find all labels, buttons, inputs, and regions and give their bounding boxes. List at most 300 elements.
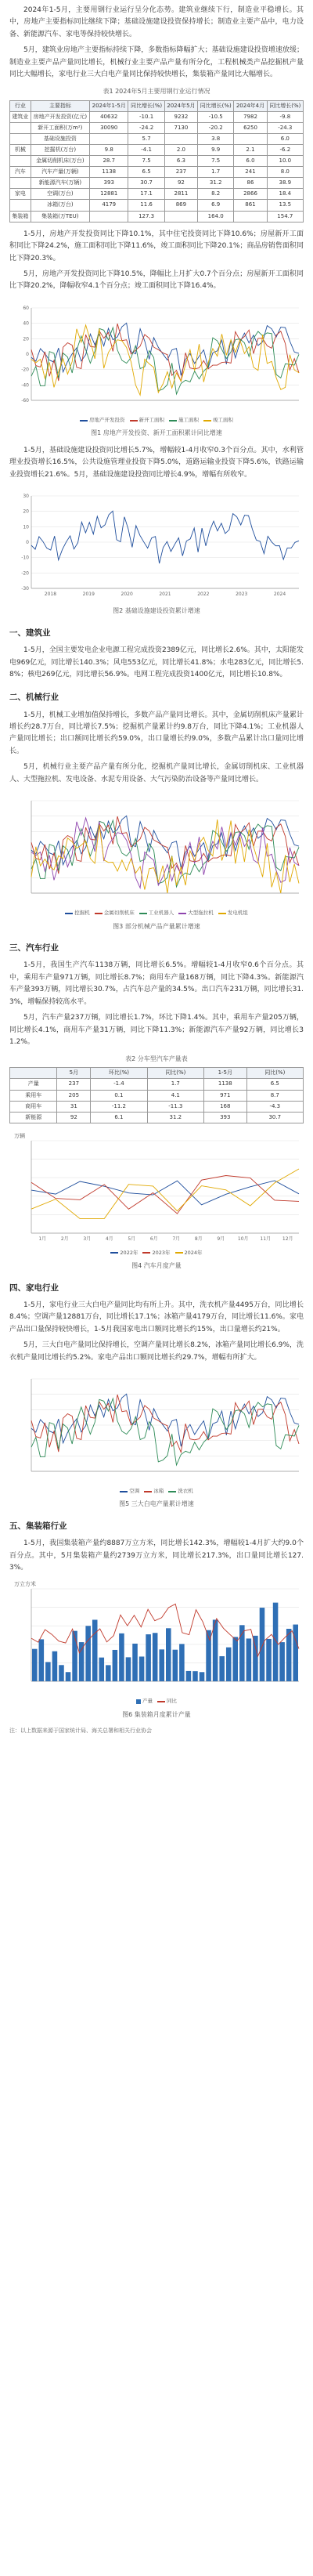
table-cell: 9232	[164, 111, 197, 122]
y-tick-label: 10	[23, 524, 29, 530]
auto-table	[9, 1067, 304, 1123]
realestate-paragraph-2: 5月，房地产开发投资同比下降10.5%，降幅比上月扩大0.7个百分点；房屋新开工面积同比下降20.2%，降幅收窄4.1个百分点；竣工面积同比下降16.4%。	[9, 270, 304, 291]
x-tick-label: 1月	[38, 1236, 47, 1242]
bar	[72, 1631, 77, 1681]
x-tick-label: 12月	[282, 1236, 293, 1242]
table-cell: 新开工面积(万m²)	[31, 122, 89, 133]
series-line	[31, 1181, 299, 1205]
legend-label: 房地产开发投资	[89, 416, 125, 423]
figure5-svg	[9, 1368, 304, 1485]
table-cell: 2866	[234, 189, 267, 200]
intro-paragraph-2: 5月，建筑业房地产主要指标持续下降，多数指标降幅扩大；基础设施建设投资增速放缓；制造业主要产品产量同比增长，机械行业主要产品产量有所分化，工程机械类产品挖掘机产量同比大幅增长，家电行业三大白电产量同比保持较快增长，集装箱产量同比大幅增长。	[9, 46, 304, 79]
appliance-paragraph-1: 1-5月，家电行业三大白电产量同比均有所上升。其中，洗衣机产量4495万台，同比增长8.4%；空调产量12881万台，同比增长17.1%；冰箱产量4179万台，同比增长11.6%。家电产品出口量保持较快增长，1-5月我国家电出口额同比增长约15%，出口量增长约21%。	[9, 1301, 304, 1333]
table-cell: 6.1	[91, 1112, 147, 1123]
legend-label: 金属切削机床	[103, 910, 135, 917]
legend-label: 2024年	[184, 1249, 203, 1256]
table-cell: -1.4	[91, 1079, 147, 1090]
table-cell: 7982	[234, 111, 267, 122]
bar	[153, 1634, 158, 1682]
table-cell: 2.0	[164, 144, 197, 155]
table-cell: 92	[57, 1112, 91, 1123]
table-cell: 0.1	[91, 1090, 147, 1101]
table-row	[10, 1090, 304, 1101]
x-tick-label: 7月	[172, 1236, 181, 1242]
table-cell	[10, 200, 31, 211]
table-cell	[10, 122, 31, 133]
table-cell: 挖掘机(万台)	[31, 144, 89, 155]
table-cell: 7.5	[198, 156, 234, 167]
table-header-cell: 行业	[10, 100, 31, 111]
y-tick-label: -10	[21, 555, 29, 561]
table-cell: -24.3	[267, 122, 303, 133]
table-cell: 冰箱(万台)	[31, 200, 89, 211]
bar	[146, 1635, 151, 1682]
figure1-svg	[9, 297, 304, 414]
series-line	[31, 1394, 299, 1446]
legend-item	[130, 416, 165, 425]
table-cell: 基础设施投资	[31, 133, 89, 144]
table-cell: 2811	[164, 189, 197, 200]
table-cell: 237	[164, 167, 197, 178]
table-cell: 集装箱	[10, 211, 31, 222]
bar	[293, 1625, 298, 1681]
table-cell: 86	[234, 178, 267, 189]
table-cell: 10.0	[267, 156, 303, 167]
bar	[126, 1658, 131, 1682]
x-tick-label: 6月	[149, 1236, 158, 1242]
table-row	[10, 133, 304, 144]
container-heading: 五、集装箱行业	[9, 1521, 67, 1532]
figure5-chart	[9, 1368, 304, 1496]
figure2-svg	[9, 485, 304, 602]
bar	[200, 1673, 205, 1682]
table-cell: 金属切削机床(万台)	[31, 156, 89, 167]
table-cell: 164.0	[198, 211, 234, 222]
bar	[85, 1626, 91, 1682]
legend-swatch	[136, 1699, 141, 1704]
x-tick-label: 8月	[194, 1236, 203, 1242]
footnote: 注：以上数据来源于国家统计局、海关总署和相关行业协会	[9, 1728, 152, 1735]
table1-title: 表1 2024年5月主要用钢行业运行情况	[103, 87, 210, 95]
table-cell: -24.2	[128, 122, 164, 133]
table-cell: 商用车	[10, 1101, 57, 1112]
y-tick-label: -20	[21, 367, 29, 373]
legend-item	[144, 1487, 164, 1496]
bar	[139, 1657, 145, 1682]
bar	[99, 1658, 105, 1681]
table-header-cell: 同比增长(%)	[198, 100, 234, 111]
x-tick-label: 4月	[105, 1236, 113, 1242]
legend-item	[142, 1249, 170, 1257]
legend-swatch	[142, 1252, 150, 1254]
table-cell: 92	[164, 178, 197, 189]
table-cell: 4179	[90, 200, 128, 211]
bar	[179, 1644, 185, 1682]
table-cell: 241	[234, 167, 267, 178]
table-header-cell: 5月	[57, 1068, 91, 1079]
table-cell: 乘用车	[10, 1090, 57, 1101]
table-cell: 6.9	[198, 200, 234, 211]
table-cell: -11.3	[147, 1101, 203, 1112]
table-cell: 13.5	[267, 200, 303, 211]
legend-swatch	[218, 913, 226, 914]
legend-swatch	[157, 1701, 165, 1702]
construction-paragraph: 1-5月，全国主要发电企业电源工程完成投资2389亿元，同比增长2.6%。其中，太阳能发电969亿元，同比增长140.3%；风电553亿元，同比增长41.8%；水电283亿元，同比增长5.8%；核电269亿元，同比增长56.9%。电网工程完成投资1400亿元，同比增长10.8%。	[9, 646, 304, 678]
table-row	[10, 211, 304, 222]
table-cell	[90, 211, 128, 222]
legend-swatch	[178, 913, 186, 914]
figure3-svg	[9, 790, 304, 907]
bar	[192, 1672, 198, 1682]
table-body	[10, 111, 304, 222]
table-cell: 861	[234, 200, 267, 211]
table-row	[10, 111, 304, 122]
figure3-caption: 图3 部分机械产品产量累计增速	[113, 922, 200, 930]
table-row	[10, 156, 304, 167]
x-tick-label: 2024	[273, 592, 286, 598]
bar	[286, 1629, 292, 1681]
legend-label: 大型拖拉机	[188, 910, 214, 917]
table-row	[10, 178, 304, 189]
legend-swatch	[130, 420, 138, 421]
bar	[59, 1666, 64, 1682]
y-tick-label: -60	[21, 397, 29, 403]
legend-item	[80, 416, 125, 425]
legend-item	[218, 909, 248, 917]
table-row	[10, 189, 304, 200]
container-paragraph: 1-5月，我国集装箱产量约8887万立方米，同比增长142.3%，增幅较1-4月扩大约9.0个百分点。其中，5月集装箱产量约2739万立方米，同比增长217.3%，出口量同比增长127.3%。	[9, 1539, 304, 1572]
legend-swatch	[144, 1491, 152, 1492]
table-cell: 30.7	[128, 178, 164, 189]
x-tick-label: 2023	[236, 592, 248, 598]
bar	[106, 1666, 111, 1682]
table-cell: 237	[57, 1079, 91, 1090]
legend-label: 竣工面积	[213, 416, 233, 423]
legend-item	[203, 416, 233, 425]
table-cell: 7130	[164, 122, 197, 133]
legend-label: 发电机组	[227, 910, 248, 917]
bar	[132, 1644, 138, 1681]
table-cell	[164, 133, 197, 144]
series-line	[31, 1398, 299, 1465]
table-header-cell: 1-5月	[204, 1068, 247, 1079]
table-cell: 6.5	[246, 1079, 303, 1090]
legend-label: 施工面积	[178, 416, 199, 423]
figure4-caption: 图4 汽车月度产量	[131, 1261, 182, 1269]
figure1-caption: 图1 房地产开发投资、新开工面积累计同比增速	[91, 429, 222, 437]
table-header-row	[10, 1068, 304, 1079]
bar	[266, 1639, 272, 1681]
figure6-unit: 万立方米	[14, 1581, 36, 1588]
table-cell: 40632	[90, 111, 128, 122]
figure6-svg	[9, 1578, 304, 1695]
table-row	[10, 1112, 304, 1123]
bar	[66, 1673, 71, 1682]
legend-item	[120, 1487, 139, 1496]
table-cell: 154.7	[267, 211, 303, 222]
y-tick-label: -20	[21, 570, 29, 577]
legend-label: 2022年	[120, 1249, 139, 1256]
table-cell: 机械	[10, 144, 31, 155]
table-cell: 17.1	[128, 189, 164, 200]
table-cell: 1.7	[198, 167, 234, 178]
table-cell: 9.8	[90, 144, 128, 155]
figure2-caption: 图2 基础设施建设投资累计增速	[113, 607, 200, 615]
legend-label: 挖掘机	[74, 910, 90, 917]
legend-item	[175, 1249, 203, 1257]
bar	[113, 1650, 118, 1681]
indicator-table	[9, 100, 304, 223]
table-cell: 8.7	[246, 1090, 303, 1101]
table-cell: 869	[164, 200, 197, 211]
table-cell: 9.9	[198, 144, 234, 155]
y-tick-label: -30	[21, 586, 29, 592]
bar	[186, 1671, 192, 1681]
table-row	[10, 167, 304, 178]
figure5-legend	[9, 1487, 304, 1496]
bar	[219, 1656, 225, 1681]
table-cell: 393	[204, 1112, 247, 1123]
series-line	[31, 820, 299, 887]
y-tick-label: -40	[21, 382, 29, 389]
table-header-cell: 环比(%)	[91, 1068, 147, 1079]
table-cell: 127.3	[128, 211, 164, 222]
legend-item	[136, 1697, 153, 1706]
bar	[226, 1648, 232, 1681]
table-cell: 38.9	[267, 178, 303, 189]
bar	[273, 1603, 279, 1681]
table-cell: 5.7	[128, 133, 164, 144]
legend-item	[178, 909, 214, 917]
figure4-chart	[9, 1130, 304, 1257]
figure2-chart	[9, 485, 304, 602]
legend-swatch	[95, 913, 103, 914]
x-tick-label: 2021	[159, 592, 171, 598]
table-row	[10, 144, 304, 155]
table-cell	[10, 156, 31, 167]
figure4-unit: 万辆	[14, 1132, 25, 1139]
appliance-heading: 四、家电行业	[9, 1283, 59, 1293]
table-cell: 6.3	[164, 156, 197, 167]
table-cell: -10.1	[128, 111, 164, 122]
table-cell	[234, 133, 267, 144]
table-cell: 1.7	[147, 1079, 203, 1090]
legend-swatch	[203, 420, 211, 421]
bar	[92, 1620, 98, 1682]
machinery-paragraph-2: 5月，机械行业主要产品产量有所分化，挖掘机产量同比增长，金属切削机床、工业机器人、大型拖拉机、发电设备、水泥专用设备、大气污染防治设备等产量同比增长。	[9, 763, 304, 783]
bar	[39, 1640, 45, 1682]
table-cell: 28.7	[90, 156, 128, 167]
x-tick-label: 5月	[128, 1236, 136, 1242]
table-cell: 空调(万台)	[31, 189, 89, 200]
figure3-legend	[9, 909, 304, 917]
y-tick-label: 20	[23, 336, 29, 342]
bar	[173, 1650, 178, 1681]
table-header-cell: 2024年5月	[164, 100, 197, 111]
table-cell: 建筑业	[10, 111, 31, 122]
table-cell: 31	[57, 1101, 91, 1112]
x-tick-label: 11月	[260, 1236, 272, 1242]
bar	[246, 1639, 252, 1682]
table-cell: 4.1	[147, 1090, 203, 1101]
table-cell: 7.5	[128, 156, 164, 167]
bar	[253, 1636, 258, 1681]
realestate-paragraph-1: 1-5月，房地产开发投资同比下降10.1%，其中住宅投资同比下降10.6%；房屋新开工面积同比下降24.2%，施工面积同比下降11.6%，竣工面积同比下降20.1%；商品房销售面积同比下降20.3%。	[9, 230, 304, 262]
bar	[45, 1662, 51, 1682]
table-cell: 汽车产量(万辆)	[31, 167, 89, 178]
y-tick-label: 60	[23, 305, 29, 311]
legend-item	[110, 1249, 138, 1257]
table-cell: -20.2	[198, 122, 234, 133]
legend-item	[168, 1487, 193, 1496]
table-cell: 房地产开发投资(亿元)	[31, 111, 89, 122]
table-cell: 3.8	[198, 133, 234, 144]
y-tick-label: 0	[26, 540, 29, 546]
table-cell: -4.3	[246, 1101, 303, 1112]
bar	[233, 1637, 239, 1682]
table-row	[10, 1101, 304, 1112]
table-header-cell: 同比增长(%)	[128, 100, 164, 111]
y-tick-label: 0	[26, 351, 29, 357]
table-cell: 集装箱(万TEU)	[31, 211, 89, 222]
legend-swatch	[110, 1252, 118, 1254]
legend-item	[95, 909, 135, 917]
table-cell: 新能源	[10, 1112, 57, 1123]
table-cell: 1138	[90, 167, 128, 178]
y-tick-label: 20	[23, 508, 29, 515]
legend-swatch	[169, 420, 177, 421]
legend-swatch	[80, 420, 88, 421]
table-cell: 31.2	[198, 178, 234, 189]
legend-label: 工业机器人	[148, 910, 174, 917]
table-body	[10, 1079, 304, 1123]
figure1-legend	[9, 416, 304, 425]
bar	[52, 1652, 58, 1681]
series-line	[31, 1175, 299, 1214]
legend-item	[169, 416, 199, 425]
y-tick-label: 40	[23, 320, 29, 327]
bar	[79, 1643, 85, 1682]
legend-item	[157, 1697, 177, 1706]
table-cell: 31.2	[147, 1112, 203, 1123]
x-tick-label: 2020	[121, 592, 133, 598]
table-cell: -4.1	[128, 144, 164, 155]
table-cell	[234, 211, 267, 222]
table-row	[10, 122, 304, 133]
figure1-chart	[9, 297, 304, 425]
table-cell: 393	[90, 178, 128, 189]
machinery-heading: 二、机械行业	[9, 693, 59, 703]
legend-swatch	[65, 913, 73, 914]
x-tick-label: 2018	[44, 592, 57, 598]
figure4-svg	[9, 1130, 304, 1247]
table-row	[10, 1079, 304, 1090]
series-line	[31, 1169, 299, 1219]
auto-paragraph-2: 5月，汽车产量237万辆，同比增长1.7%，环比下降1.4%。其中，乘用车产量205万辆，同比增长4.1%，商用车产量31万辆，同比下降11.3%；新能源汽车产量92万辆，同比增长31.2%。	[9, 1014, 304, 1047]
table-cell: 新能源汽车(万辆)	[31, 178, 89, 189]
table-cell: 971	[204, 1090, 247, 1101]
legend-label: 2023年	[152, 1249, 171, 1256]
table-cell: 18.4	[267, 189, 303, 200]
table-header-cell: 同比(%)	[246, 1068, 303, 1079]
series-line	[31, 1605, 299, 1657]
x-tick-label: 10月	[237, 1236, 249, 1242]
table-cell: 8.0	[267, 167, 303, 178]
legend-item	[139, 909, 174, 917]
table-header-cell: 主要指标	[31, 100, 89, 111]
auto-paragraph-1: 1-5月，我国生产汽车1138万辆，同比增长6.5%。增幅较1-4月收窄0.6个百分点。其中，乘用车产量971万辆，同比增长8.7%；商用车产量168万辆，同比下降4.3%。新能源汽车产量393万辆，同比增长30.7%，占汽车总产量的34.5%。出口汽车231万辆，同比增长31.3%，增幅保持较高水平。	[9, 961, 304, 1006]
figure3-chart	[9, 790, 304, 917]
legend-label: 产量	[142, 1698, 153, 1705]
infra-paragraph: 1-5月，基础设施建设投资同比增长5.7%，增幅较1-4月收窄0.3个百分点。其中，水利管理业投资增长16.5%，公共设施管理业投资下降5.0%，道路运输业投资下降5.6%，铁路运输业投资增长21.6%。5月，基础设施建设投资同比增长4.9%，增幅有所收窄。	[9, 446, 304, 479]
figure4-legend	[9, 1249, 304, 1257]
bar	[166, 1629, 171, 1682]
table-cell: 1138	[204, 1079, 247, 1090]
intro-paragraph-1: 2024年1-5月，主要用钢行业运行呈分化态势。建筑业继续下行，制造业平稳增长。其中，房地产主要指标同比继续下降；基础设施建设投资保持增长；制造业主要产品中，电力设备、新能源汽车、家电等保持较快增长。	[9, 6, 304, 38]
table-cell: 家电	[10, 189, 31, 200]
machinery-paragraph-1: 1-5月，机械工业增加值保持增长，多数产品产量同比增长。其中，金属切削机床产量累计增长约28.7万台，同比增长7.5%；挖掘机产量累计约9.8万台，同比下降4.1%；工业机器人产量同比增长；出口额同比增长约59.0%，出口量增长约9.0%，多数产品累计出口量同比增长。	[9, 711, 304, 755]
table-header-cell	[10, 1068, 57, 1079]
bar	[32, 1649, 38, 1681]
legend-swatch	[120, 1491, 128, 1492]
table-cell: 205	[57, 1090, 91, 1101]
table-cell: 30090	[90, 122, 128, 133]
legend-label: 洗衣机	[178, 1488, 193, 1495]
legend-label: 冰箱	[153, 1488, 164, 1495]
table-header-row	[10, 100, 304, 111]
legend-label: 新开工面积	[139, 416, 164, 423]
figure6-caption: 图6 集装箱月度累计产量	[122, 1710, 191, 1718]
table-header-cell: 2024年4月	[234, 100, 267, 111]
table-header-cell: 同比增长(%)	[267, 100, 303, 111]
table-cell: 产量	[10, 1079, 57, 1090]
bar	[260, 1608, 265, 1682]
bar	[159, 1650, 164, 1682]
table-cell: -10.5	[198, 111, 234, 122]
table-cell: 8.2	[198, 189, 234, 200]
legend-label: 空调	[129, 1488, 140, 1495]
figure5-caption: 图5 三大白电产量累计增速	[119, 1500, 194, 1508]
legend-swatch	[168, 1491, 176, 1492]
series-line	[31, 327, 299, 394]
auto-heading: 三、汽车行业	[9, 943, 59, 953]
table-cell	[90, 133, 128, 144]
table-cell: -6.2	[267, 144, 303, 155]
y-tick-label: 30	[23, 494, 29, 500]
legend-swatch	[139, 913, 147, 914]
x-tick-label: 2019	[82, 592, 95, 598]
x-tick-label: 2月	[60, 1236, 69, 1242]
bar	[119, 1634, 124, 1681]
appliance-paragraph-2: 5月，三大白电产量同比保持增长，空调产量同比增长8.2%，冰箱产量同比增长6.9%，洗衣机产量同比增长约5.2%。家电产品出口额同比增长约29.7%，增幅有所扩大。	[9, 1341, 304, 1362]
table-cell: -11.2	[91, 1101, 147, 1112]
table-cell: 30.7	[246, 1112, 303, 1123]
series-line	[31, 512, 299, 564]
table-row	[10, 200, 304, 211]
table-cell: 6.0	[234, 156, 267, 167]
bar	[279, 1643, 285, 1682]
table-cell: 11.6	[128, 200, 164, 211]
x-tick-label: 3月	[83, 1236, 92, 1242]
legend-swatch	[175, 1252, 183, 1254]
figure6-legend	[9, 1697, 304, 1706]
table-cell: 6.5	[128, 167, 164, 178]
table-cell: 6250	[234, 122, 267, 133]
figure6-chart	[9, 1578, 304, 1706]
table-cell: 168	[204, 1101, 247, 1112]
table-cell	[10, 133, 31, 144]
table-cell: 12881	[90, 189, 128, 200]
